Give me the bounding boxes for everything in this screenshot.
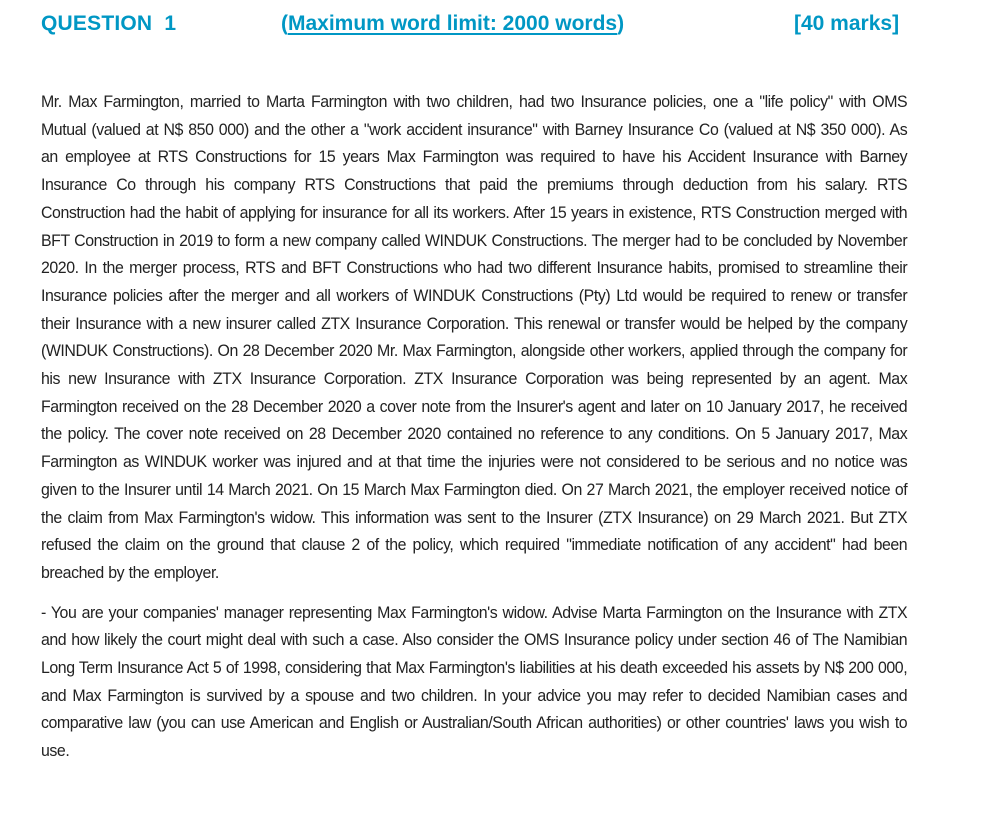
scenario-paragraph: Mr. Max Farmington, married to Marta Farmington with two children, had two Insurance policies, one a "life policy" with OMS Mutual (valued at N$ 850 000) and the other a "work accident insurance" with Barney Insurance Co (valued at N$ 350 000). As an employee at RTS Constructions for 15 years Max Farmington was required to have his Accident Insurance with Barney Insurance Co through his company RTS Constructions that paid the premiums through deduction from his salary. RTS Construction had the habit of applying for insurance for all its workers. After 15 years in existence, RTS Construction merged with BFT Construction in 2019 to form a new company called WINDUK Constructions. The merger had to be concluded by November 2020. In the merger process, RTS and BFT Constructions who had two different Insurance habits, promised to streamline their Insurance policies after the merger and all workers of WINDUK Constructions (Pty) Ltd would be required to renew or transfer their Insurance with a new insurer called ZTX Insurance Corporation. This renewal or transfer would be helped by the company (WINDUK Constructions). On 28 December 2020 Mr. Max Farmington, alongside other workers, applied through the company for his new Insurance with ZTX Insurance Corporation. ZTX Insurance Corporation was being represented by an agent. Max Farmington received on the 28 December 2020 a cover note from the Insurer's agent and later on 10 January 2017, he received the policy. The cover note received on 28 December 2020 contained no reference to any conditions. On 5 January 2017, Max Farmington as WINDUK worker was injured and at that time the injuries were not considered to be serious and no notice was given to the Insurer until 14 March 2021. On 15 March Max Farmington died. On 27 March 2021, the employer received notice of the claim from Max Farmington's widow. This information was sent to the Insurer (ZTX Insurance) on 29 March 2021. But ZTX refused the claim on the ground that clause 2 of the policy, which required "immediate notification of any accident" had been breached by the employer. bbox=[41, 93, 908, 582]
word-limit-close-paren: ) bbox=[617, 12, 625, 35]
question-header bbox=[0, 12, 1000, 44]
task-paragraph: - You are your companies' manager representing Max Farmington's widow. Advise Marta Farmington on the Insurance with ZTX and how likely the court might deal with such a case. Also consider the OMS Insurance policy under section 46 of The Namibian Long Term Insurance Act 5 of 1998, considering that Max Farmington's liabilities at his death exceeded his assets by N$ 200 000, and Max Farmington is survived by a spouse and two children. In your advice you may refer to decided Namibian cases and comparative law (you can use American and English or Australian/South African authorities) or other countries' laws you wish to use. bbox=[41, 603, 908, 761]
word-limit-open-paren: ( bbox=[281, 12, 288, 35]
word-limit-text: Maximum word limit: 2000 words bbox=[288, 12, 618, 35]
question-body bbox=[41, 89, 907, 766]
word-limit bbox=[281, 12, 624, 36]
question-label: QUESTION 1 bbox=[41, 12, 177, 35]
marks-label: [40 marks] bbox=[794, 12, 900, 35]
